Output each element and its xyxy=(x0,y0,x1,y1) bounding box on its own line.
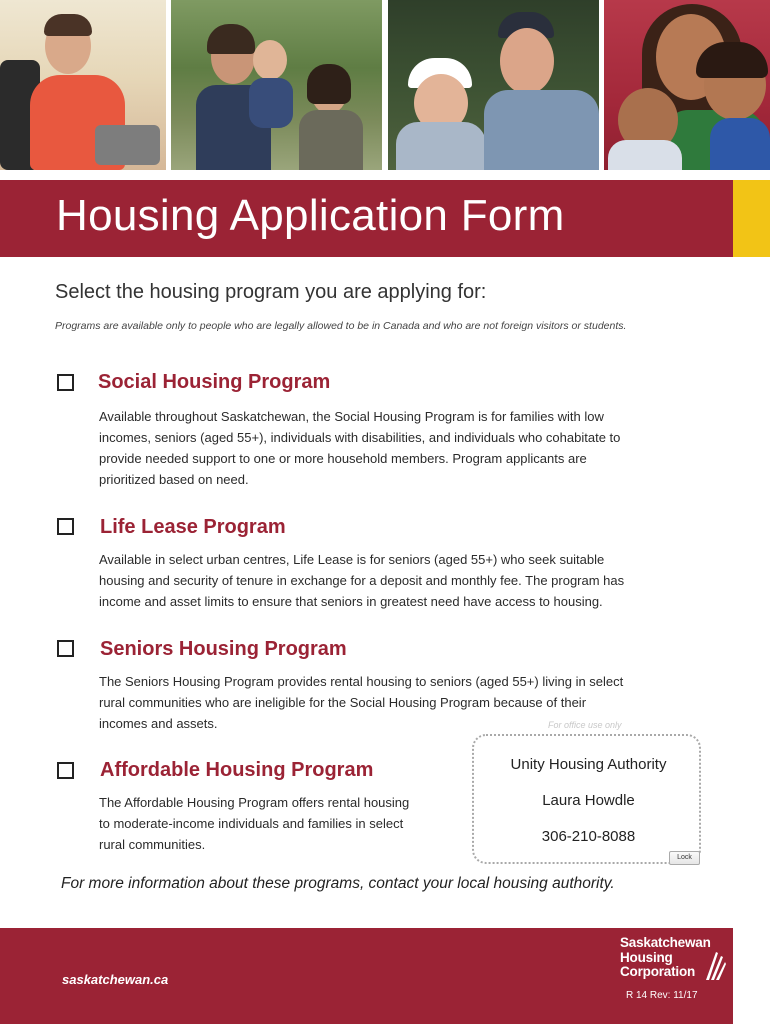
description-line: prioritized based on need. xyxy=(99,472,249,487)
family-outdoors-photo xyxy=(171,0,382,170)
description-line: The Seniors Housing Program provides rental housing to seniors (aged 55+) living in select xyxy=(99,674,624,689)
social-housing-title: Social Housing Program xyxy=(98,371,331,393)
affordable-housing-title: Affordable Housing Program xyxy=(100,759,374,781)
housing-authority-name: Unity Housing Authority xyxy=(510,756,667,773)
seniors-housing-checkbox[interactable] xyxy=(57,640,74,657)
description-line: incomes and assets. xyxy=(99,716,218,731)
more-info-text: For more information about these programs, contact your local housing authority. xyxy=(61,875,615,892)
office-use-field[interactable] xyxy=(472,734,701,864)
description-line: Available in select urban centres, Life Lease is for seniors (aged 55+) who seek suitable xyxy=(99,552,605,567)
seniors-housing-title: Seniors Housing Program xyxy=(100,638,347,660)
senior-couple-photo xyxy=(388,0,599,170)
revision-number: R 14 Rev: 11/17 xyxy=(626,990,698,1001)
description-line: to moderate-income individuals and families in select xyxy=(99,816,404,831)
description-line: incomes, seniors (aged 55+), individuals with disabilities, and individuals who cohabitate to xyxy=(99,430,621,445)
mother-and-children-photo xyxy=(604,0,770,170)
logo-line: Corporation xyxy=(620,964,696,979)
office-use-label: For office use only xyxy=(548,720,622,730)
section-heading: Select the housing program you are applying for: xyxy=(55,281,487,303)
description-line: rural communities. xyxy=(99,837,206,852)
social-housing-checkbox[interactable] xyxy=(57,374,74,391)
life-lease-description xyxy=(99,549,624,612)
life-lease-title: Life Lease Program xyxy=(100,516,286,538)
description-line: Available throughout Saskatchewan, the Social Housing Program is for families with low xyxy=(99,409,604,424)
description-line: income and asset limits to ensure that seniors in greatest need have access to housing. xyxy=(99,594,603,609)
header-photo-strip xyxy=(0,0,770,170)
affordable-housing-description xyxy=(99,792,409,855)
saskatchewan-housing-logo xyxy=(620,936,726,986)
title-accent-bar xyxy=(733,180,770,257)
wheat-sheaf-icon xyxy=(704,948,726,982)
contact-phone: 306-210-8088 xyxy=(541,828,636,845)
eligibility-note: Programs are available only to people who are legally allowed to be in Canada and who are not foreign visitors or students. xyxy=(55,320,627,332)
woman-in-wheelchair-photo xyxy=(0,0,166,170)
description-line: provide needed support to one or more household members. Program applicants are xyxy=(99,451,587,466)
social-housing-description xyxy=(99,406,620,490)
logo-line: Housing xyxy=(620,949,673,965)
seniors-housing-description xyxy=(99,671,623,734)
lock-button[interactable]: Lock xyxy=(669,851,700,865)
description-line: housing and security of tenure in exchange for a deposit and monthly fee. The program has xyxy=(99,573,625,588)
affordable-housing-checkbox[interactable] xyxy=(57,762,74,779)
description-line: rural communities who are ineligible for the Social Housing Program because of their xyxy=(99,695,587,710)
contact-name: Laura Howdle xyxy=(542,792,635,809)
life-lease-checkbox[interactable] xyxy=(57,518,74,535)
description-line: The Affordable Housing Program offers rental housing xyxy=(99,795,410,810)
page-title: Housing Application Form xyxy=(56,191,565,240)
logo-line: Saskatchewan xyxy=(620,935,711,950)
logo-text xyxy=(620,936,711,980)
website-link[interactable]: saskatchewan.ca xyxy=(62,972,169,987)
